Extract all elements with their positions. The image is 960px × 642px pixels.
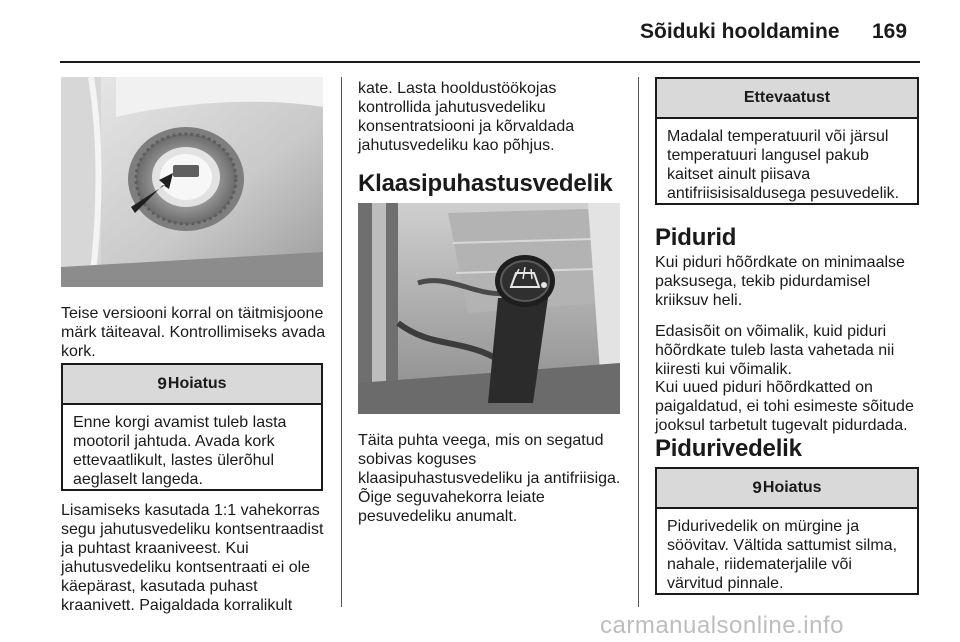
warning-box-header (657, 469, 917, 509)
page-header (0, 0, 960, 60)
header-rule (60, 61, 920, 63)
brake-fluid-heading: Pidurivedelik (655, 435, 802, 462)
warning-triangle-icon: 9 (752, 478, 762, 497)
washer-fluid-reservoir-photo (358, 203, 620, 414)
warning-triangle-icon: 9 (157, 374, 167, 393)
coolant-mixing-paragraph: Lisamiseks kasutada 1:1 vahekorras segu jahutusvedeliku kontsentraadist ja puhtast kraaniveest. Kui jahutusvedeliku kontsentraati ei ole käepärast, kasutada puhast kraanivett. Paigaldada korralikult (61, 502, 324, 614)
brakes-paragraph-2: Edasisõit on võimalik, kuid piduri hõõrdkate tuleb lasta vahetada nii kiiresti kui võimalik. (655, 323, 895, 378)
warning-box-header (63, 365, 321, 405)
warning-box-coolant (61, 363, 323, 491)
brakes-paragraph-3: Kui uued piduri hõõrdkatted on paigaldatud, ei tohi esimeste sõitude jooksul tarbetult tugevalt pidurdada. (655, 379, 914, 434)
coolant-reservoir-photo (61, 77, 323, 287)
caution-text: Madalal temperatuuril või järsul temperatuuri langusel pakub kaitset ainult piisava antifriisisisaldusega pesuvedelik. (667, 128, 900, 202)
filling-mark-caption: Teise versiooni korral on täitmisjoone märk täiteaval. Kontrollimiseks avada kork. (61, 305, 326, 360)
page-number: 169 (872, 20, 908, 43)
site-watermark: carmanualsonline.info (600, 612, 844, 639)
warning-box-brake-fluid (655, 467, 919, 595)
page-title: Sõiduki hooldamine (640, 20, 840, 43)
caution-box-washer (655, 77, 919, 205)
warning-title: Hoiatus (167, 375, 227, 392)
brakes-heading: Pidurid (655, 224, 737, 251)
warning-title: Hoiatus (762, 479, 822, 496)
column-divider-left (341, 77, 342, 607)
washer-fluid-paragraph: Täita puhta veega, mis on segatud sobivas koguses klaasipuhastusvedeliku ja antifriisiga. Õige seguvahekorra leiate pesuvedeliku anumalt. (358, 432, 621, 525)
brakes-paragraph-1: Kui piduri hõõrdkate on minimaalse paksusega, tekib pidurdamisel kriiksuv heli. (655, 254, 905, 309)
washer-fluid-heading: Klaasipuhastusvedelik (358, 170, 613, 197)
coolant-check-paragraph: kate. Lasta hooldustöökojas kontrollida jahutusvedeliku konsentratsiooni ja kõrvaldada jahutusvedeliku kao põhjus. (358, 80, 575, 154)
column-divider-right (638, 77, 639, 607)
warning-text: Pidurivedelik on mürgine ja söövitav. Vältida sattumist silma, nahale, riidematerjalile või värvitud pinnale. (667, 518, 898, 592)
caution-box-header: Ettevaatust (657, 79, 917, 119)
warning-text: Enne korgi avamist tuleb lasta mootoril jahtuda. Avada kork ettevaatlikult, lastes ülerõhul aeglaselt langeda. (73, 414, 287, 488)
